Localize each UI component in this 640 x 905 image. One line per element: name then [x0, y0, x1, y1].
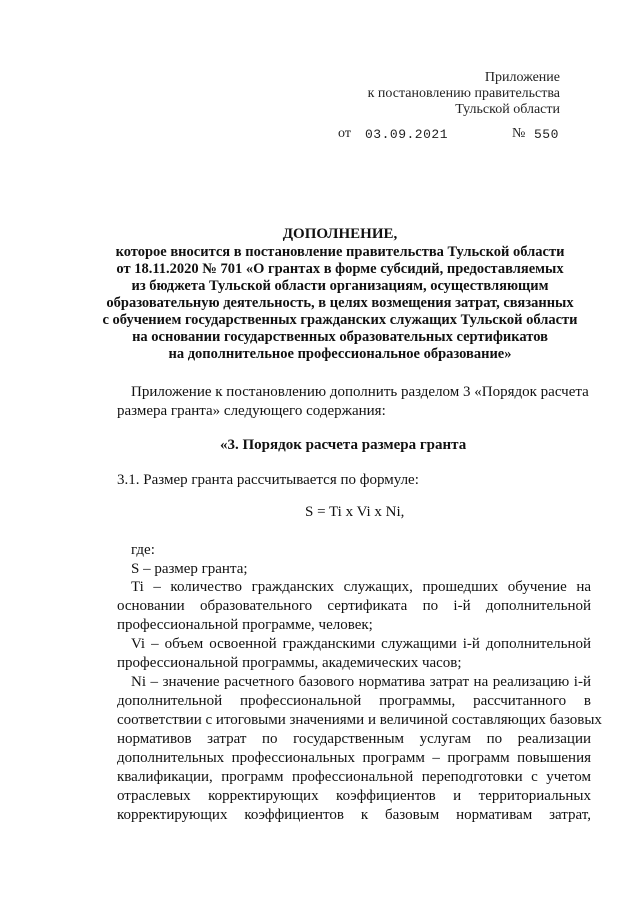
title-line: которое вносится в постановление правительства Тульской области: [115, 244, 565, 260]
title-line: на основании государственных образовательных сертификатов: [132, 329, 548, 345]
vi-definition-line: профессиональной программы, академических часов;: [117, 655, 462, 671]
ti-definition-line: Ti – количество гражданских служащих, прошедших обучение на: [131, 579, 591, 595]
s-definition: S – размер гранта;: [131, 561, 248, 577]
ni-definition-line: Ni – значение расчетного базового норматива затрат на реализацию i-й: [131, 674, 591, 690]
section-heading: «3. Порядок расчета размера гранта: [220, 437, 467, 453]
ni-definition-line: дополнительных профессиональных программ – программ повышения: [117, 750, 591, 766]
appendix-header: [340, 70, 560, 118]
ti-definition-line: профессиональной программе, человек;: [117, 617, 373, 633]
ni-definition-line: отраслевых корректирующих коэффициентов и территориальных: [117, 788, 591, 804]
ni-definition-line: корректирующих коэффициентов к базовым нормативам затрат,: [117, 807, 591, 823]
document-title: [90, 226, 590, 363]
appendix-line: Тульской области: [455, 102, 560, 117]
ni-definition-line: квалификации, программ профессиональной переподготовки с учетом: [117, 769, 591, 785]
vi-definition-line: Vi – объем освоенной гражданскими служащими i-й дополнительной: [131, 636, 591, 652]
document-number: 550: [534, 127, 559, 142]
title-line: на дополнительное профессиональное образование»: [168, 346, 512, 362]
document-date: 03.09.2021: [365, 127, 449, 142]
title-heading: ДОПОЛНЕНИЕ,: [282, 226, 398, 242]
title-line: от 18.11.2020 № 701 «О грантах в форме субсидий, предоставляемых: [116, 261, 564, 277]
title-line: образовательную деятельность, в целях возмещения затрат, связанных: [106, 295, 574, 311]
intro-line: Приложение к постановлению дополнить разделом 3 «Порядок расчета: [131, 384, 589, 400]
date-from-label: от: [338, 126, 351, 141]
title-line: из бюджета Тульской области организациям, осуществляющим: [131, 278, 549, 294]
clause-text: 3.1. Размер гранта рассчитывается по формуле:: [117, 472, 419, 488]
title-line: с обучением государственных гражданских служащих Тульской области: [102, 312, 578, 328]
grant-formula: S = Ti x Vi x Ni,: [305, 504, 405, 520]
appendix-line: Приложение: [484, 70, 560, 85]
where-label: где:: [131, 542, 155, 558]
appendix-line: к постановлению правительства: [367, 86, 560, 101]
intro-line: размера гранта» следующего содержания:: [117, 403, 386, 419]
ni-definition-line: соответствии с итоговыми значениями и величиной составляющих базовых: [117, 712, 602, 728]
ni-definition-line: нормативов затрат по государственным услугам по реализации: [117, 731, 591, 747]
ti-definition-line: основании образовательного сертификата по i-й дополнительной: [117, 598, 591, 614]
ni-definition-line: дополнительной профессиональной программы, рассчитанного в: [117, 693, 591, 709]
number-label: №: [512, 126, 526, 141]
